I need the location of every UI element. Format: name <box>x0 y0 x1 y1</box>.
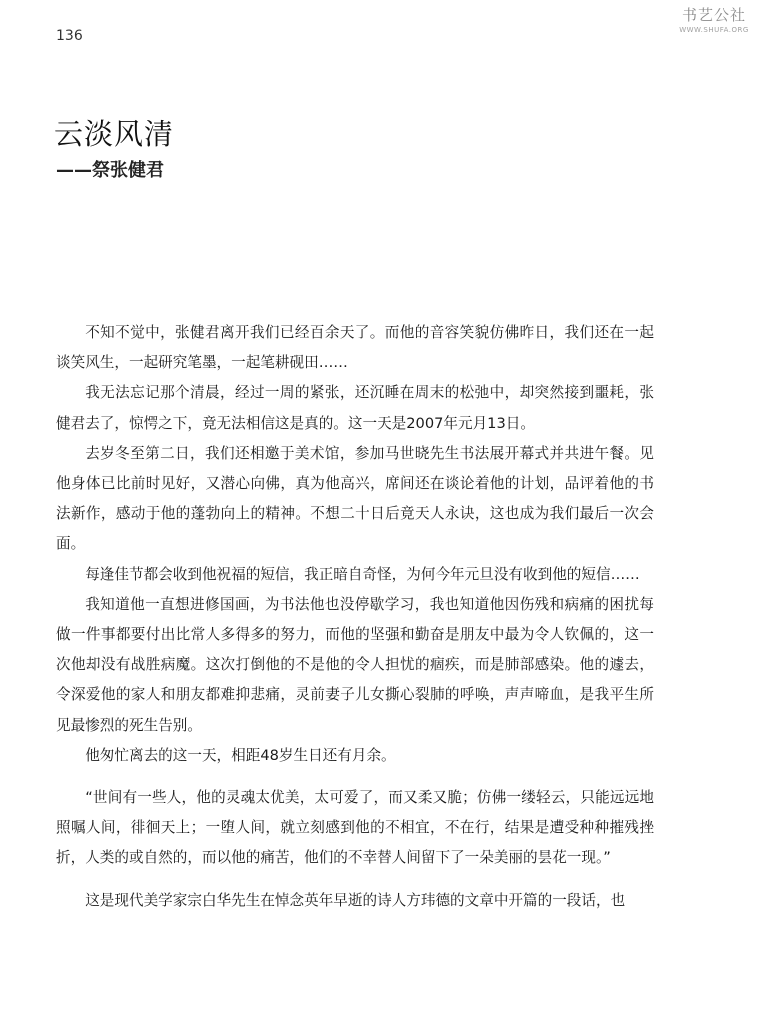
quote-paragraph: “世间有一些人，他的灵魂太优美，太可爱了，而又柔又脆；仿佛一缕轻云，只能远远地照嘱人间，徘徊天上；一堕人间，就立刻感到他的不相宜，不在行，结果是遭受种种摧残挫折，人类的或自然的，而以他的痛苦，他们的不幸替人间留下了一朵美丽的昙花一现。” <box>56 789 654 867</box>
watermark-logo <box>676 4 752 44</box>
paragraph: 他匆忙离去的这一天，相距48岁生日还有月余。 <box>85 746 396 764</box>
paragraph: 这是现代美学家宗白华先生在悼念英年早逝的诗人方玮德的文章中开篇的一段话，也 <box>85 891 626 909</box>
watermark-logo-text: 书艺公社 <box>681 6 746 24</box>
watermark-url: WWW.SHUFA.ORG <box>679 26 749 34</box>
paragraph: 我知道他一直想进修国画，为书法他也没停歇学习，我也知道他因伤残和病痛的困扰每做一件事都要付出比常人多得多的努力，而他的坚强和勤奋是朋友中最为令人钦佩的，这一次他却没有战胜病魔。这次打倒他的不是他的令人担忧的痼疾，而是肺部感染。他的遽去，令深爱他的家人和朋友都难抑悲痛，灵前妻子儿女撕心裂肺的呼唤，声声啼血，是我平生所见最惨烈的死生告别。 <box>56 595 654 734</box>
article-title: 云淡风清 <box>54 117 175 151</box>
paragraph: 我无法忘记那个清晨，经过一周的紧张，还沉睡在周末的松弛中，却突然接到噩耗，张健君去了，惊愕之下，竟无法相信这是真的。这一天是2007年元月13日。 <box>56 384 654 432</box>
paragraph: 不知不觉中，张健君离开我们已经百余天了。而他的音容笑貌仿佛昨日，我们还在一起谈笑风生，一起研究笔墨，一起笔耕砚田…… <box>56 324 654 372</box>
article-subtitle: ——祭张健君 <box>56 160 164 181</box>
page-number: 136 <box>56 28 83 44</box>
article-body <box>56 318 654 916</box>
paragraph: 去岁冬至第二日，我们还相邀于美术馆，参加马世晓先生书法展开幕式并共进午餐。见他身体已比前时见好，又潜心向佛，真为他高兴，席间还在谈论着他的计划，品评着他的书法新作，感动于他的蓬勃向上的精神。不想二十日后竟天人永诀，这也成为我们最后一次会面。 <box>56 444 654 553</box>
paragraph: 每逢佳节都会收到他祝福的短信，我正暗自奇怪，为何今年元旦没有收到他的短信…… <box>85 565 640 583</box>
